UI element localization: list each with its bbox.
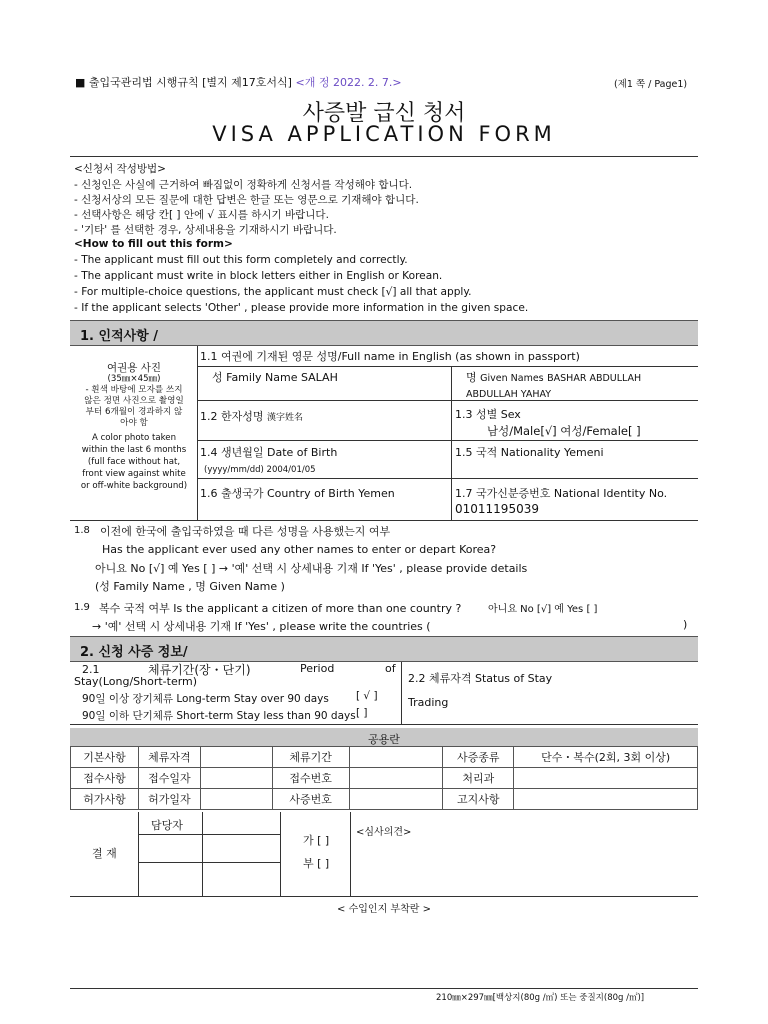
instruction-ko-item: - 신청인은 사실에 근거하여 빠짐없이 정확하게 신청서를 작성해야 합니다. xyxy=(74,179,413,191)
photo-desc: 아야 함 xyxy=(120,418,148,428)
surname-label: 성 Family Name xyxy=(212,371,298,384)
table-cell: 접수사항 xyxy=(71,768,139,789)
nationality-label-en: Nationality xyxy=(500,446,561,459)
office-use-title: 공용란 xyxy=(368,733,400,746)
field-2-1-num: 2.1 xyxy=(82,663,100,676)
hanja-label: 1.2 한자성명 xyxy=(200,410,264,423)
instructions-en-heading: <How to fill out this form> xyxy=(74,238,233,250)
table-cell[interactable] xyxy=(200,747,272,768)
table-cell: 체류기간 xyxy=(272,747,349,768)
dob-value: 2004/01/05 xyxy=(266,465,316,475)
table-cell[interactable] xyxy=(514,789,698,810)
page-number: (제1 쪽 / Page1) xyxy=(614,79,688,90)
title-divider xyxy=(70,156,698,157)
field-1-8-num: 1.8 xyxy=(74,525,90,536)
hanja-name-field[interactable] xyxy=(200,408,303,424)
birth-country-label: 1.6 출생국가 Country of Birth xyxy=(200,487,355,500)
dob-format: (yyyy/mm/dd) xyxy=(204,465,264,475)
surname-field[interactable] xyxy=(212,369,338,385)
field-1-1-label: 1.1 여권에 기재된 영문 성명/Full name in English (as shown in passport) xyxy=(200,350,580,363)
table-cell: 허가사항 xyxy=(71,789,139,810)
deny-checkbox[interactable]: 부 [ ] xyxy=(303,857,330,870)
given-names-field[interactable] xyxy=(466,369,641,385)
table-cell: 체류자격 xyxy=(138,747,200,768)
status-of-stay-label: 2.2 체류자격 Status of Stay xyxy=(408,672,553,685)
table-cell: 고지사항 xyxy=(443,789,514,810)
section1-header: 1. 인적사항 / xyxy=(70,320,698,346)
dob-label: 1.4 생년월일 Date of Birth xyxy=(200,446,338,459)
other-names-checkbox-group[interactable]: 아니요 No [√] 예 Yes [ ] → '예' 선택 시 상세내용 기재 If 'Yes' , please provide details xyxy=(95,562,528,575)
photo-desc-en: front view against white xyxy=(82,469,186,479)
stamp-area-label: < 수입인지 부착란 > xyxy=(337,904,431,915)
short-term-label: 90일 이하 단기체류 Short-term Stay less than 90 days xyxy=(82,710,356,722)
section2-header: 2. 신청 사증 정보/ xyxy=(70,636,698,662)
dual-citizen-checkbox-group[interactable]: 아니요 No [√] 예 Yes [ ] xyxy=(488,604,598,615)
field-2-1-period: Period xyxy=(300,662,335,675)
table-cell[interactable] xyxy=(349,789,443,810)
photo-size: (35㎜×45㎜) xyxy=(107,374,161,384)
photo-desc: 않은 정면 사진으로 촬영일 xyxy=(84,396,184,406)
instructions-ko-heading: <신청서 작성방법> xyxy=(74,163,166,175)
short-term-checkbox[interactable]: [ ] xyxy=(356,707,368,719)
table-cell[interactable] xyxy=(349,768,443,789)
field-1-8-question-en: Has the applicant ever used any other names to enter or depart Korea? xyxy=(102,543,497,556)
table-row xyxy=(71,789,698,810)
photo-desc-en: within the last 6 months xyxy=(81,445,187,455)
instruction-ko-item: - 신청서상의 모든 질문에 대한 답변은 한글 또는 영문으로 기재해야 합니다. xyxy=(74,194,419,206)
given-names-value-2: ABDULLAH YAHAY xyxy=(466,389,552,400)
instruction-en-item: - The applicant must write in block letters either in English or Korean. xyxy=(74,270,443,282)
other-names-details[interactable]: (성 Family Name , 명 Given Name ) xyxy=(95,580,285,593)
approve-checkbox[interactable]: 가 [ ] xyxy=(303,834,330,847)
regulation-text: ■ 출입국관리법 시행규칙 [별지 제17호서식] xyxy=(75,76,292,89)
table-cell[interactable] xyxy=(349,747,443,768)
given-label: 명 xyxy=(466,371,477,384)
field-1-9-question: 복수 국적 여부 Is the applicant a citizen of more than one country ? xyxy=(99,602,462,615)
photo-desc-en: or off-white background) xyxy=(80,481,188,491)
table-cell: 접수번호 xyxy=(272,768,349,789)
dual-citizen-close: ) xyxy=(683,618,688,631)
photo-desc-en: A color photo taken xyxy=(91,433,177,443)
photo-desc-en: (full face without hat, xyxy=(87,457,181,467)
field-1-9-num: 1.9 xyxy=(74,602,90,613)
status-of-stay-value[interactable]: Trading xyxy=(408,696,449,709)
title-english: VISA APPLICATION FORM xyxy=(212,122,556,146)
field-2-1-ko: 체류기간(장・단기) xyxy=(148,663,251,677)
surname-value: SALAH xyxy=(300,371,338,384)
table-cell: 허가일자 xyxy=(138,789,200,810)
field-2-1-of: of xyxy=(385,662,396,675)
approval-label: 결 재 xyxy=(92,847,117,860)
instruction-ko-item: - 선택사항은 해당 칸[ ] 안에 √ 표시를 하시기 바랍니다. xyxy=(74,209,329,221)
table-cell[interactable] xyxy=(200,768,272,789)
long-term-checkbox[interactable]: [ √ ] xyxy=(356,690,378,702)
table-row xyxy=(71,768,698,789)
field-2-1-en: Stay(Long/Short-term) xyxy=(74,675,198,688)
field-1-8-question-ko: 이전에 한국에 출입국하였을 때 다른 성명을 사용했는지 여부 xyxy=(100,525,391,538)
table-cell[interactable]: 단수・복수(2회, 3회 이상) xyxy=(514,747,698,768)
birth-country-field[interactable] xyxy=(200,485,395,501)
long-term-label: 90일 이상 장기체류 Long-term Stay over 90 days xyxy=(82,693,329,705)
instruction-ko-item: - '기타' 를 선택한 경우, 상세내용을 기재하시기 바랍니다. xyxy=(74,224,337,236)
dual-citizen-countries[interactable]: → '예' 선택 시 상세내용 기재 If 'Yes' , please write the countries ( xyxy=(92,620,431,633)
officer-label: 담당자 xyxy=(151,819,183,832)
nationality-field[interactable] xyxy=(455,444,604,460)
given-names-label: Given Names xyxy=(480,373,544,384)
paper-spec: 210㎜×297㎜[백상지(80g /㎡) 또는 중질지(80g /㎡)] xyxy=(436,993,645,1003)
table-cell: 사증종류 xyxy=(443,747,514,768)
sex-label: 1.3 성별 Sex xyxy=(455,408,521,421)
table-cell[interactable] xyxy=(200,789,272,810)
nationality-label: 1.5 국적 xyxy=(455,446,498,459)
national-id-value[interactable]: 01011195039 xyxy=(455,502,539,516)
instruction-en-item: - If the applicant selects 'Other' , please provide more information in the given space. xyxy=(74,302,529,314)
instruction-en-item: - The applicant must fill out this form completely and correctly. xyxy=(74,254,408,266)
photo-label: 여권용 사진 xyxy=(106,362,162,374)
sex-checkbox-group[interactable]: 남성/Male[√] 여성/Female[ ] xyxy=(487,424,641,438)
title-korean: 사증발 급신 청서 xyxy=(302,101,466,126)
table-cell: 사증번호 xyxy=(272,789,349,810)
photo-desc: 부터 6개월이 경과하지 않 xyxy=(85,407,183,417)
office-use-table xyxy=(70,746,698,810)
table-row xyxy=(71,747,698,768)
given-names-value-1: BASHAR ABDULLAH xyxy=(547,373,642,384)
table-cell[interactable] xyxy=(514,768,698,789)
review-opinion-label: <심사의견> xyxy=(356,827,412,838)
nationality-value: Yemeni xyxy=(563,446,604,459)
table-cell: 기본사항 xyxy=(71,747,139,768)
regulation-header xyxy=(75,74,402,90)
photo-desc: - 흰색 바탕에 모자를 쓰지 xyxy=(85,385,183,395)
hanja-hint: 漢字姓名 xyxy=(267,413,304,423)
revision-date: <개 정 2022. 2. 7.> xyxy=(295,76,402,89)
table-cell: 접수일자 xyxy=(138,768,200,789)
national-id-label: 1.7 국가신분증번호 National Identity No. xyxy=(455,487,668,500)
birth-country-value: Yemen xyxy=(358,487,395,500)
instruction-en-item: - For multiple-choice questions, the applicant must check [√] all that apply. xyxy=(74,286,472,298)
dob-field[interactable] xyxy=(204,465,316,475)
table-cell: 처리과 xyxy=(443,768,514,789)
